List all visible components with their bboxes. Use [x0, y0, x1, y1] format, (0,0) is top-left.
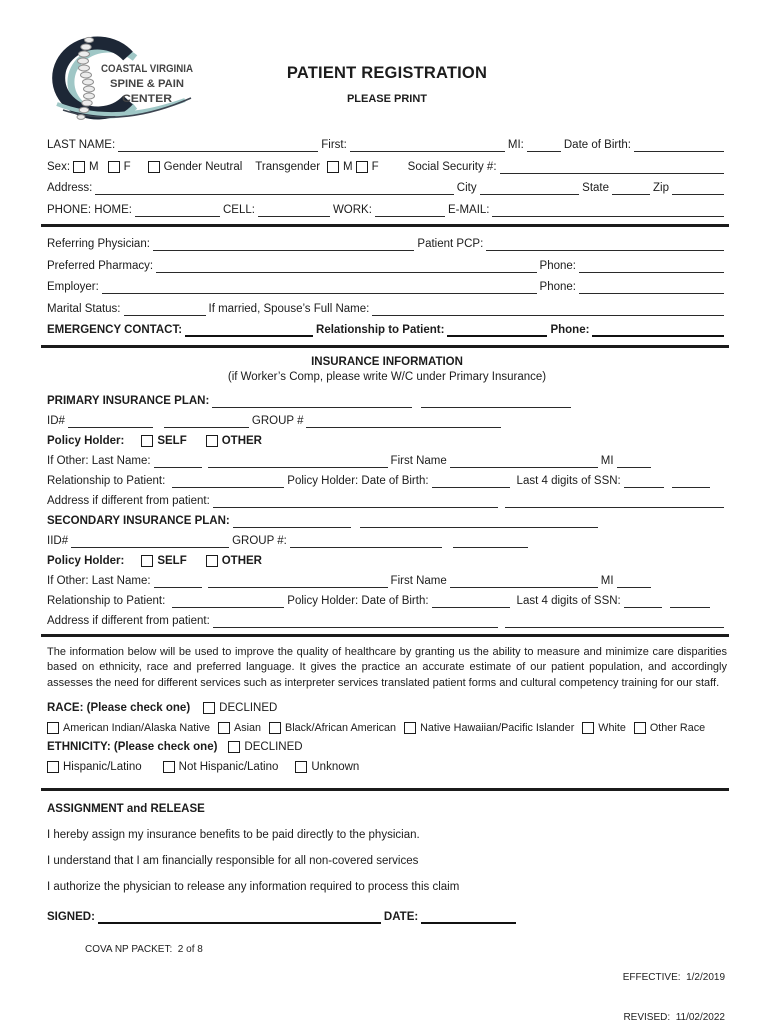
secondary-other-last-fill-2[interactable]: [208, 574, 388, 588]
assignment-statement: I understand that I am financially responsible for all non-covered services: [47, 854, 419, 867]
primary-other-last-fill[interactable]: [154, 454, 202, 468]
spacer: [145, 773, 163, 774]
secondary-other-last-fill[interactable]: [154, 574, 202, 588]
spacer: [245, 173, 255, 174]
field-label: GROUP #:: [232, 534, 287, 547]
field-label: F: [371, 160, 379, 173]
primary-holder-ssn-fill[interactable]: [624, 474, 664, 488]
field-label: DATE:: [383, 910, 419, 923]
city-fill[interactable]: [480, 181, 580, 195]
spacer: [264, 734, 269, 735]
spacer: [445, 547, 453, 548]
spacer: [323, 173, 327, 174]
field-label: DECLINED: [244, 741, 303, 753]
secondary-id-line: [47, 534, 727, 548]
field-label: Policy Holder: Date of Birth:: [287, 474, 429, 487]
field-label: If married, Spouse’s Full Name:: [208, 302, 370, 315]
spacer: [399, 734, 404, 735]
field-label: Other Race: [649, 721, 706, 734]
primary-other-last-fill-2[interactable]: [208, 454, 388, 468]
field-label: Not Hispanic/Latino: [178, 760, 279, 773]
primary-address-diff-fill-2[interactable]: [505, 494, 724, 508]
field-label: State: [582, 182, 610, 194]
address-line: [47, 181, 727, 195]
field-label: Phone:: [550, 324, 590, 336]
checkbox-race-native-hawaiian[interactable]: [404, 722, 416, 734]
field-label: First:: [321, 139, 347, 151]
spacer: [281, 773, 295, 774]
name-dob-line: [47, 138, 727, 152]
field-label: SELF: [157, 434, 187, 447]
page-subtitle: PLEASE PRINT: [346, 93, 428, 105]
ssn-fill[interactable]: [500, 160, 724, 174]
primary-policy-holder-line: [47, 434, 727, 448]
primary-if-other-line: [47, 454, 727, 468]
field-label: SECONDARY INSURANCE PLAN:: [47, 514, 230, 527]
field-label: Policy Holder:: [47, 434, 125, 447]
field-label: Phone:: [539, 281, 576, 293]
primary-id-fill-2[interactable]: [164, 414, 249, 428]
field-label: OTHER: [221, 434, 262, 447]
secondary-holder-dob-fill[interactable]: [432, 594, 510, 608]
referring-physician-line: [47, 237, 727, 251]
spacer: [577, 734, 582, 735]
primary-holder-ssn-fill-2[interactable]: [672, 474, 710, 488]
field-label: Gender Neutral: [163, 160, 243, 173]
field-label: ETHNICITY: (Please check one): [47, 741, 218, 753]
sex-ssn-line: [47, 160, 727, 174]
field-label: M: [343, 160, 353, 173]
secondary-group-fill-2[interactable]: [453, 534, 528, 548]
field-label: ID#: [47, 414, 65, 427]
checkbox-race-black[interactable]: [269, 722, 281, 734]
field-label: PRIMARY INSURANCE PLAN:: [47, 394, 210, 407]
pharmacy-line: [47, 259, 727, 273]
primary-other-first-fill[interactable]: [450, 454, 598, 468]
field-label: Preferred Pharmacy:: [47, 259, 154, 272]
phone-email-line: [47, 203, 727, 217]
field-label: First Name: [390, 574, 447, 587]
primary-id-line: [47, 414, 727, 428]
field-label: RACE: (Please check one): [47, 702, 191, 714]
field-label: F: [123, 160, 131, 173]
packet-page-indicator: COVA NP PACKET: 2 of 8: [85, 943, 203, 955]
pharmacy-fill[interactable]: [156, 259, 536, 273]
disparities-paragraph: The information below will be used to improve the quality of healthcare by granting us the ability to measure and minimize care disparities based on ethnicity, race and preferred language. It gives the practice an accurate estimate of our patient population, and accordingly assesses the need for different services such as interpreter services translated patient forms and cultural competency training for our staff.: [47, 645, 727, 689]
field-label: Address if different from patient:: [47, 494, 210, 507]
state-fill[interactable]: [612, 181, 650, 195]
checkbox-race-asian[interactable]: [218, 722, 230, 734]
section-divider: [41, 634, 729, 637]
assignment-statement: I authorize the physician to release any information required to process this claim: [47, 880, 460, 893]
field-label: If Other: Last Name:: [47, 454, 151, 467]
secondary-address-diff-fill-2[interactable]: [505, 614, 724, 628]
signature-fill[interactable]: [98, 909, 381, 924]
emergency-relationship-fill[interactable]: [447, 322, 547, 337]
field-label: Relationship to Patient:: [47, 594, 166, 607]
signature-section: [47, 910, 727, 924]
checkbox-ethnicity-declined[interactable]: [228, 741, 240, 753]
signed-date-line: [47, 910, 727, 924]
primary-id-fill[interactable]: [68, 414, 153, 428]
checkbox-race-white[interactable]: [582, 722, 594, 734]
section-divider: [41, 224, 729, 227]
title-block: [47, 64, 727, 105]
field-label: If Other: Last Name:: [47, 574, 151, 587]
logo-line1: COASTAL VIRGINIA: [101, 63, 194, 75]
checkbox-sex-f[interactable]: [108, 161, 120, 173]
last-name-fill[interactable]: [118, 138, 318, 152]
field-label: Asian: [234, 721, 262, 734]
secondary-relationship-fill[interactable]: [172, 594, 284, 608]
spacer: [629, 734, 634, 735]
field-label: Last 4 digits of SSN:: [516, 474, 621, 487]
field-label: PHONE: HOME:: [47, 203, 132, 216]
field-label: GROUP #: [251, 414, 304, 427]
secondary-plan-fill[interactable]: [233, 514, 351, 528]
employer-line: [47, 280, 727, 294]
field-label: E-MAIL:: [447, 203, 490, 216]
race-ethnicity-section: [47, 701, 727, 774]
secondary-relationship-line: [47, 594, 727, 608]
checkbox-transgender-m[interactable]: [327, 161, 339, 173]
checkbox-transgender-f[interactable]: [356, 161, 368, 173]
primary-holder-dob-fill[interactable]: [432, 474, 510, 488]
primary-relationship-fill[interactable]: [172, 474, 284, 488]
field-label: Hispanic/Latino: [63, 760, 142, 773]
checkbox-secondary-self[interactable]: [141, 555, 153, 567]
mi-fill[interactable]: [527, 138, 561, 152]
checkbox-race-declined[interactable]: [203, 702, 215, 714]
secondary-plan-line: [47, 514, 727, 528]
checkbox-race-american-indian[interactable]: [47, 722, 59, 734]
spacer: [134, 173, 148, 174]
field-label: Zip: [653, 182, 669, 194]
checkbox-primary-other[interactable]: [206, 435, 218, 447]
work-phone-fill[interactable]: [375, 203, 445, 217]
emergency-phone-fill[interactable]: [592, 322, 724, 337]
spacer: [213, 734, 218, 735]
secondary-holder-ssn-fill[interactable]: [624, 594, 662, 608]
field-label: Social Security #:: [407, 160, 497, 173]
field-label: City: [456, 182, 477, 194]
demographics-section: [47, 138, 727, 217]
field-label: IID#: [47, 534, 69, 547]
spacer: [156, 427, 164, 428]
emergency-contact-fill[interactable]: [185, 322, 313, 337]
pharmacy-phone-fill[interactable]: [579, 259, 724, 273]
employer-phone-fill[interactable]: [579, 280, 724, 294]
field-label: MI: [600, 454, 614, 467]
page-title: PATIENT REGISTRATION: [286, 64, 488, 82]
field-label: Relationship to Patient:: [47, 474, 166, 487]
field-label: MI: [600, 574, 614, 587]
insurance-section: [47, 394, 727, 628]
field-label: Unknown: [311, 760, 360, 773]
field-label: Last 4 digits of SSN:: [516, 594, 621, 607]
primary-address-diff-line: [47, 494, 727, 508]
page-footer: [47, 944, 727, 1024]
ethnicity-options-line: [47, 760, 727, 774]
secondary-group-fill[interactable]: [290, 534, 442, 548]
employer-fill[interactable]: [102, 280, 537, 294]
date-fill[interactable]: [421, 909, 516, 924]
zip-fill[interactable]: [672, 181, 724, 195]
checkbox-primary-self[interactable]: [141, 435, 153, 447]
secondary-plan-fill-2[interactable]: [360, 514, 598, 528]
field-label: SIGNED:: [47, 910, 95, 923]
secondary-policy-holder-line: [47, 554, 727, 568]
secondary-address-diff-fill[interactable]: [213, 614, 498, 628]
field-label: Address if different from patient:: [47, 614, 210, 627]
revision-info: [623, 944, 727, 1024]
referring-physician-fill[interactable]: [153, 237, 415, 251]
primary-address-diff-fill[interactable]: [213, 494, 498, 508]
secondary-address-diff-line: [47, 614, 727, 628]
primary-group-fill[interactable]: [306, 414, 501, 428]
logo-line2: SPINE & PAIN: [110, 78, 185, 90]
field-label: Black/African American: [285, 721, 397, 734]
checkbox-ethnicity-unknown[interactable]: [295, 761, 307, 773]
field-label: Transgender: [255, 160, 321, 173]
field-label: Referring Physician:: [47, 238, 150, 250]
field-label: Sex:: [47, 160, 71, 173]
primary-plan-fill[interactable]: [212, 394, 412, 408]
address-fill[interactable]: [95, 181, 453, 195]
assignment-heading: ASSIGNMENT and RELEASE: [47, 802, 205, 815]
spacer: [193, 714, 203, 715]
first-name-fill[interactable]: [350, 138, 505, 152]
cell-phone-fill[interactable]: [258, 203, 330, 217]
checkbox-sex-m[interactable]: [73, 161, 85, 173]
field-label: Policy Holder:: [47, 554, 125, 567]
field-label: CELL:: [222, 203, 255, 216]
field-label: LAST NAME:: [47, 139, 116, 151]
field-label: M: [89, 160, 99, 173]
secondary-holder-ssn-fill-2[interactable]: [670, 594, 710, 608]
effective-date: EFFECTIVE: 1/2/2019: [622, 971, 725, 983]
primary-relationship-line: [47, 474, 727, 488]
race-options-line: [47, 721, 727, 735]
dob-fill[interactable]: [634, 138, 724, 152]
contact-section: [47, 237, 727, 337]
checkbox-gender-neutral[interactable]: [148, 161, 160, 173]
field-label: Native Hawaiian/Pacific Islander: [420, 721, 575, 734]
spacer: [102, 173, 108, 174]
field-label: SELF: [157, 554, 187, 567]
section-divider: [41, 345, 729, 348]
secondary-other-first-fill[interactable]: [450, 574, 598, 588]
secondary-other-mi-fill[interactable]: [617, 574, 651, 588]
spacer: [190, 567, 206, 568]
primary-plan-fill-2[interactable]: [421, 394, 571, 408]
email-fill[interactable]: [492, 203, 724, 217]
marital-status-fill[interactable]: [124, 302, 206, 316]
page-header: [47, 30, 727, 130]
insurance-heading: INSURANCE INFORMATION: [311, 355, 463, 368]
race-label-line: [47, 701, 727, 715]
field-label: OTHER: [221, 554, 262, 567]
assignment-statement: I hereby assign my insurance benefits to be paid directly to the physician.: [47, 828, 420, 841]
patient-pcp-fill[interactable]: [486, 237, 724, 251]
field-label: Relationship to Patient:: [316, 324, 445, 336]
checkbox-ethnicity-not-hispanic[interactable]: [163, 761, 175, 773]
field-label: Date of Birth:: [563, 139, 631, 151]
spouse-name-fill[interactable]: [372, 302, 724, 316]
field-label: DECLINED: [219, 702, 278, 714]
section-divider: [41, 788, 729, 791]
emergency-contact-line: [47, 323, 727, 337]
field-label: First Name: [390, 454, 447, 467]
insurance-subheading: (if Worker’s Comp, please write W/C under Primary Insurance): [227, 370, 547, 383]
primary-other-mi-fill[interactable]: [617, 454, 651, 468]
marital-line: [47, 302, 727, 316]
field-label: WORK:: [332, 203, 372, 216]
field-label: Marital Status:: [47, 302, 121, 315]
field-label: Policy Holder: Date of Birth:: [287, 594, 429, 607]
spacer: [382, 173, 408, 174]
field-label: MI:: [507, 139, 524, 151]
logo-line3: CENTER: [122, 93, 173, 105]
spacer: [127, 567, 141, 568]
checkbox-ethnicity-hispanic[interactable]: [47, 761, 59, 773]
ethnicity-label-line: [47, 740, 727, 754]
field-label: Address:: [47, 182, 93, 194]
field-label: Phone:: [539, 259, 576, 272]
spacer: [127, 447, 141, 448]
revised-date: REVISED: 11/02/2022: [623, 1012, 725, 1023]
field-label: EMERGENCY CONTACT:: [47, 324, 183, 336]
primary-plan-line: [47, 394, 727, 408]
field-label: American Indian/Alaska Native: [63, 721, 211, 734]
home-phone-fill[interactable]: [135, 203, 220, 217]
field-label: Employer:: [47, 281, 99, 293]
checkbox-race-other[interactable]: [634, 722, 646, 734]
spacer: [220, 753, 228, 754]
field-label: White: [598, 721, 626, 734]
secondary-if-other-line: [47, 574, 727, 588]
secondary-id-fill[interactable]: [71, 534, 229, 548]
field-label: Patient PCP:: [417, 238, 484, 250]
checkbox-secondary-other[interactable]: [206, 555, 218, 567]
spacer: [190, 447, 206, 448]
